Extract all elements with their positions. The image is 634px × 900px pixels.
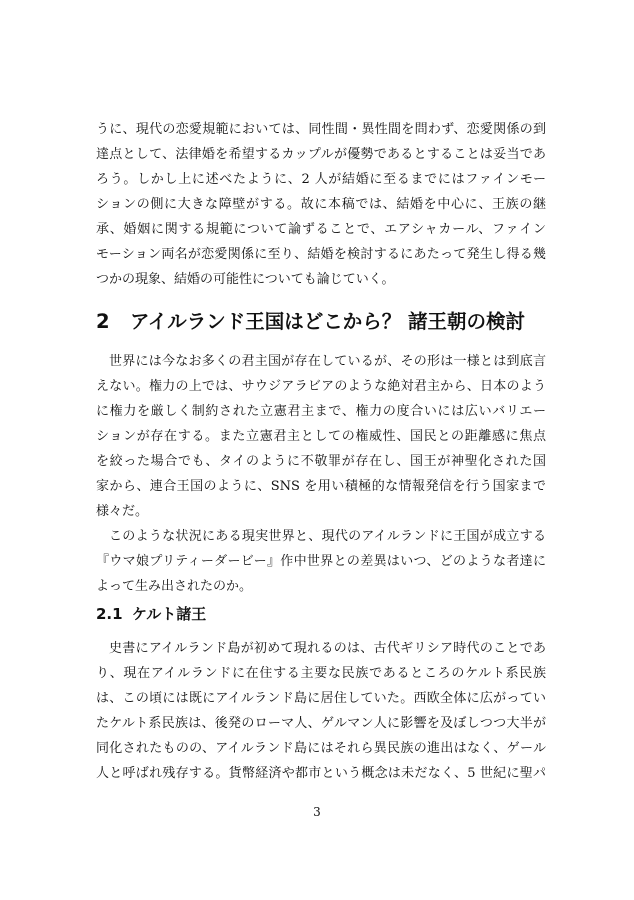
subsection-paragraph [96,636,546,786]
section-paragraph [96,349,546,599]
subsection-title: ケルト諸王 [132,605,207,623]
text-line: 様々だ。 [96,504,149,519]
page-number: 3 [313,805,321,819]
text-line: り、現在アイルランドに在住する主要な民族であるところのケルト系民族 [96,666,546,681]
text-line: よって生み出されたのか。 [96,579,253,594]
text-line: このような状況にある現実世界と、現代のアイルランドに王国が成立する [109,529,546,544]
text-line: 史書にアイルランド島が初めて現れるのは、古代ギリシア時代のことであ [109,641,546,656]
text-line: を絞った場合でも、タイのように不敬罪が存在し、国王が神聖化された国 [96,454,546,469]
subsection-heading [96,603,206,624]
text-line: に権力を厳しく制約された立憲君主まで、権力の度合いには広いバリエー [96,404,546,419]
subsection-number: 2.1 [96,605,123,623]
text-line: ションが存在する。また立憲君主としての権威性、国民との距離感に焦点 [96,429,546,444]
intro-paragraph [96,117,546,292]
text-line: ろう。しかし上に述べたように、2 人が結婚に至るまでにはファインモー [96,172,546,187]
text-line: 達点として、法律婚を希望するカップルが優勢であるとすることは妥当であ [96,147,546,162]
text-line: 家から、連合王国のように、SNS を用い積極的な情報発信を行う国家まで [96,479,546,494]
text-line: 世界には今なお多くの君主国が存在しているが、その形は一様とは到底言 [109,354,546,369]
text-line: えない。権力の上では、サウジアラビアのような絶対君主から、日本のよう [96,379,546,394]
text-line: うに、現代の恋愛規範においては、同性間・異性間を問わず、恋愛関係の到 [96,122,546,137]
text-line: 承、婚姻に関する規範について論ずることで、エアシャカール、ファイン [96,222,546,237]
text-line: つかの現象、結婚の可能性についても論じていく。 [96,272,395,287]
text-line: 人と呼ばれ残存する。貨幣経済や都市という概念は未だなく、5 世紀に聖パ [96,766,546,781]
section-title: アイルランド王国はどこから？ 諸王朝の検討 [130,310,526,333]
section-number: 2 [96,310,110,333]
text-line: は、この頃には既にアイルランド島に居住していた。西欧全体に広がってい [96,691,546,706]
text-line: 同化されたものの、アイルランド島にはそれら異民族の進出はなく、ゲール [96,741,546,756]
text-line: 『ウマ娘プリティーダービー』作中世界との差異はいつ、どのような者達に [96,554,546,569]
text-line: ションの側に大きな障壁がする。故に本稿では、結婚を中心に、王族の継 [96,197,546,212]
text-line: たケルト系民族は、後発のローマ人、ゲルマン人に影響を及ぼしつつ大半が [96,716,546,731]
section-heading [96,306,525,334]
text-line: モーション両名が恋愛関係に至り、結婚を検討するにあたって発生し得る幾 [96,247,546,262]
